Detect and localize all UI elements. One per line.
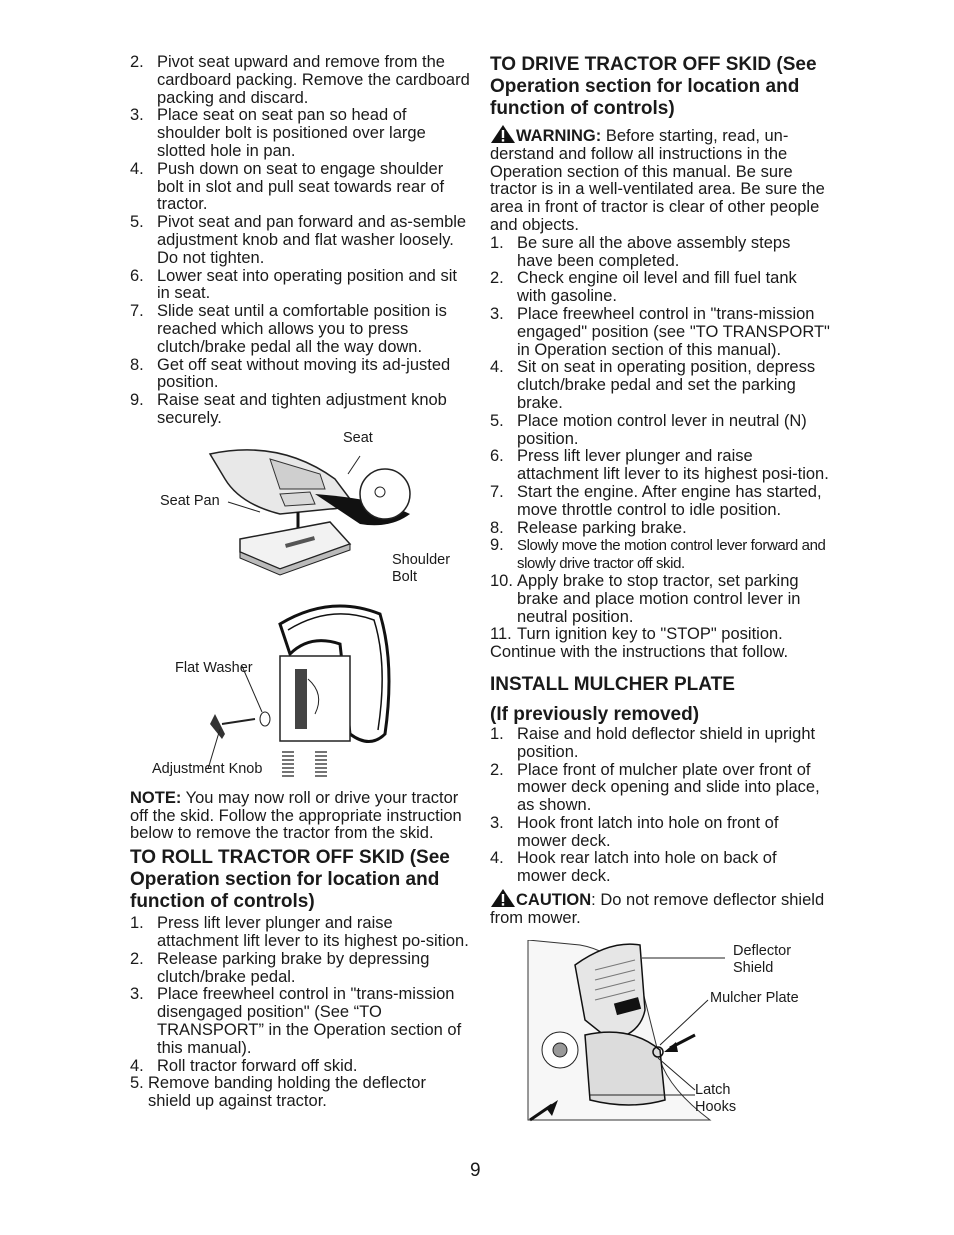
list-item: 9. Raise seat and tighten adjustment knob securely. xyxy=(130,391,447,427)
latch-hooks-label-1: Latch xyxy=(695,1081,731,1098)
roll-steps-list-tail xyxy=(130,1075,470,1111)
seat-pan-label: Seat Pan xyxy=(160,492,220,509)
list-item: 2. Check engine oil level and fill fuel tank with gasoline. xyxy=(490,269,797,306)
list-item: 6. Press lift lever plunger and raise attachment lift lever to its highest posi-tion. xyxy=(490,447,829,484)
mulcher-steps-list xyxy=(490,726,830,886)
seat-assembly-figure xyxy=(130,429,470,784)
list-item: 10. Apply brake to stop tractor, set parking brake and place motion control lever in neutral position. xyxy=(490,571,801,626)
list-item: 2. Pivot seat upward and remove from the cardboard packing. Remove the cardboard packing and discard. xyxy=(130,53,470,107)
list-item: 2. Release parking brake by depressing clutch/brake pedal. xyxy=(130,949,430,986)
seat-illustration xyxy=(130,434,470,784)
mulcher-plate-figure xyxy=(490,940,830,1125)
roll-steps-list xyxy=(130,915,470,1075)
caution-paragraph: CAUTION: Do not remove deflector shield from mower. xyxy=(490,888,830,928)
drive-steps-list xyxy=(490,235,830,644)
list-item: 1. Press lift lever plunger and raise attachment lift lever to its highest po-sition. xyxy=(130,914,469,950)
latch-hooks-label-2: Hooks xyxy=(695,1098,737,1115)
warning-icon xyxy=(490,888,516,908)
deflector-shield-label-1: Deflector xyxy=(733,942,792,959)
list-item: 3. Hook front latch into hole on front of mower deck. xyxy=(490,813,779,850)
deflector-shield-label-2: Shield xyxy=(733,959,774,976)
list-item: 5. Place motion control lever in neutral (N) position. xyxy=(490,411,807,448)
list-item: 8. Get off seat without moving its ad-justed position. xyxy=(130,355,451,392)
continue-text: Continue with the instructions that follow. xyxy=(490,643,789,662)
list-item: 6. Lower seat into operating position and sit in seat. xyxy=(130,266,457,303)
list-item: 5. Pivot seat and pan forward and as-semble adjustment knob and flat washer loosely. Do not tighten. xyxy=(130,213,467,267)
list-item: 4. Sit on seat in operating position, depress clutch/brake pedal and set the parking brake. xyxy=(490,358,816,412)
mulcher-illustration xyxy=(490,940,830,1125)
list-item: 4. Push down on seat to engage shoulder bolt in slot and pull seat towards rear of tractor. xyxy=(130,159,445,214)
adjustment-knob-label: Adjustment Knob xyxy=(152,760,263,777)
roll-heading: TO ROLL TRACTOR OFF SKID (See Operation section for location and function of controls) xyxy=(130,847,450,913)
list-item: 3. Place seat on seat pan so head of shoulder bolt is positioned over large slotted hole in pan. xyxy=(130,106,426,160)
shoulder-bolt-label-2: Bolt xyxy=(392,568,417,585)
list-item: 3. Place freewheel control in "trans-mission disengaged position" (See “TO TRANSPORT” in the Operation section of this manual). xyxy=(130,985,462,1057)
warning-paragraph: WARNING: Before starting, read, un-derstand and follow all instructions in the Operation section of this manual. Be sure tractor is in a well-ventilated area. Be sure the area in front of tractor is clear of other people and objects. xyxy=(490,124,830,235)
list-item: 8. Release parking brake. xyxy=(490,518,687,537)
list-item: 7. Slide seat until a comfortable position is reached which allows you to press clutch/brake pedal all the way down. xyxy=(130,302,447,356)
list-item: 5. Remove banding holding the deflector shield up against tractor. xyxy=(130,1074,426,1111)
mulcher-heading: INSTALL MULCHER PLATE xyxy=(490,673,735,695)
list-item: 4. Roll tractor forward off skid. xyxy=(130,1056,358,1075)
list-item: 9. Slowly move the motion control lever forward and slowly drive tractor off skid. xyxy=(490,536,826,573)
list-item: 1. Raise and hold deflector shield in upright position. xyxy=(490,724,816,761)
warning-icon xyxy=(490,124,516,144)
note-paragraph: NOTE: You may now roll or drive your tractor off the skid. Follow the appropriate instruction below to remove the tractor from the skid. xyxy=(130,788,462,843)
list-item: 4. Hook rear latch into hole on back of mower deck. xyxy=(490,849,777,886)
seat-label: Seat xyxy=(343,429,373,446)
right-column xyxy=(490,54,830,1125)
drive-heading: TO DRIVE TRACTOR OFF SKID (See Operation section for location and function of controls) xyxy=(490,54,817,119)
list-item: 7. Start the engine. After engine has started, move throttle control to idle position. xyxy=(490,482,822,519)
list-item: 1. Be sure all the above assembly steps have been completed. xyxy=(490,233,791,270)
seat-steps-list xyxy=(130,54,470,428)
page-number: 9 xyxy=(470,1160,481,1181)
mulcher-subheading: (If previously removed) xyxy=(490,703,700,725)
shoulder-bolt-label-1: Shoulder xyxy=(392,551,451,568)
left-column xyxy=(130,54,470,1111)
mulcher-plate-label: Mulcher Plate xyxy=(710,989,799,1006)
list-item: 11. Turn ignition key to "STOP" position. xyxy=(490,625,783,644)
list-item: 2. Place front of mulcher plate over front of mower deck opening and slide into place, as shown. xyxy=(490,760,820,815)
flat-washer-label: Flat Washer xyxy=(175,659,253,676)
list-item: 3. Place freewheel control in "trans-mission engaged" position (see "TO TRANSPORT" in Operation section of this manual). xyxy=(490,304,830,359)
